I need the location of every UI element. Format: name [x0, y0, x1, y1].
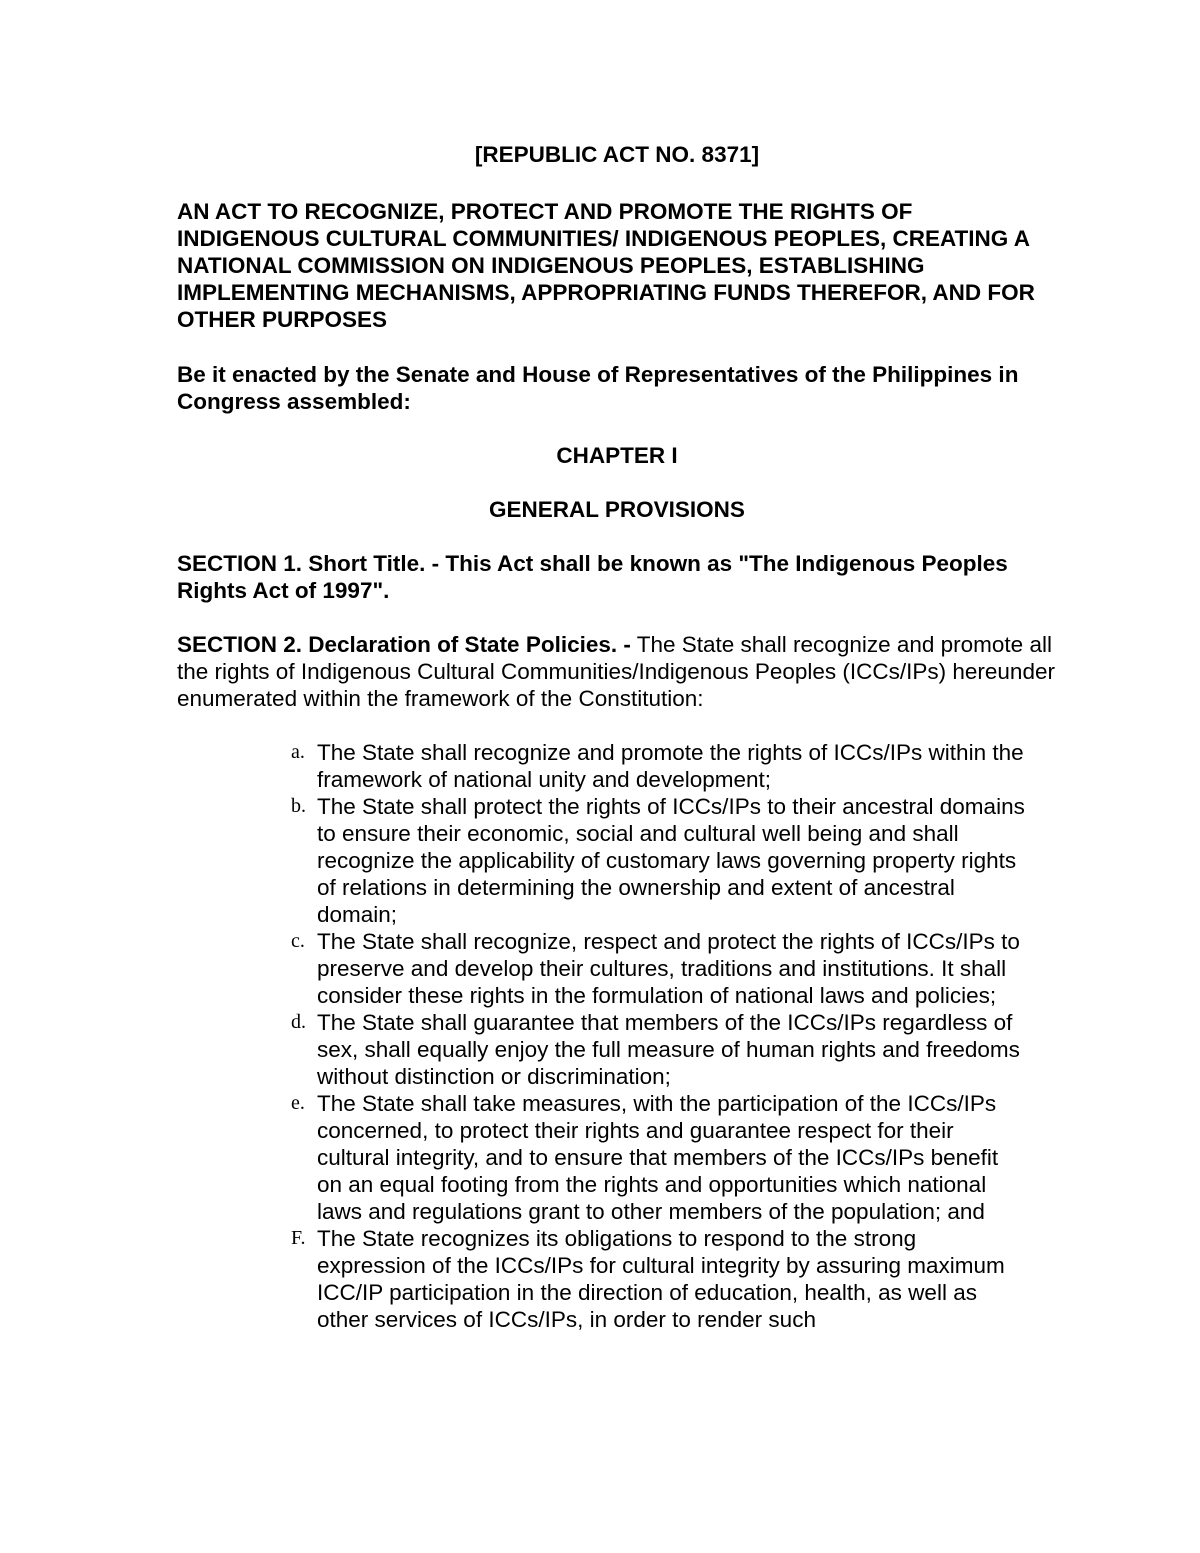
enacting-clause: Be it enacted by the Senate and House of Representatives of the Philippines in Congress assembled: [177, 362, 1019, 414]
list-item [291, 928, 1027, 1009]
section-2-heading: SECTION 2. Declaration of State Policies. - [177, 632, 631, 657]
state-policies-list [177, 739, 1057, 1333]
act-title: AN ACT TO RECOGNIZE, PROTECT AND PROMOTE THE RIGHTS OF INDIGENOUS CULTURAL COMMUNITIES/ INDIGENOUS PEOPLES, CREATING A NATIONAL COMMISSION ON INDIGENOUS PEOPLES, ESTABLISHING IMPLEMENTING MECHANISMS, APPROPRIATING FUNDS THEREFOR, AND FOR OTHER PURPOSES [177, 199, 1035, 332]
list-item [291, 1009, 1027, 1090]
list-marker: d. [291, 1011, 306, 1033]
list-item-text: The State shall recognize and promote the rights of ICCs/IPs within the framework of national unity and development; [317, 740, 1024, 792]
list-marker: a. [291, 741, 305, 763]
list-item-text: The State shall protect the rights of ICCs/IPs to their ancestral domains to ensure their economic, social and cultural well being and shall recognize the applicability of customary laws governing property rights of relations in determining the ownership and extent of ancestral domain; [317, 794, 1025, 927]
section-2-paragraph [177, 631, 1057, 712]
list-item [291, 739, 1027, 793]
section-1-short-title: SECTION 1. Short Title. - This Act shall be known as "The Indigenous Peoples Rights Act of 1997". [177, 551, 1008, 603]
list-item-text: The State shall guarantee that members of the ICCs/IPs regardless of sex, shall equally enjoy the full measure of human rights and freedoms without distinction or discrimination; [317, 1010, 1020, 1089]
list-item-text: The State shall recognize, respect and protect the rights of ICCs/IPs to preserve and develop their cultures, traditions and institutions. It shall consider these rights in the formulation of national laws and policies; [317, 929, 1020, 1008]
list-item-text: The State recognizes its obligations to respond to the strong expression of the ICCs/IPs for cultural integrity by assuring maximum ICC/IP participation in the direction of education, health, as well as other services of ICCs/IPs, in order to render such [317, 1226, 1005, 1332]
list-item [291, 1090, 1027, 1225]
list-marker: c. [291, 930, 305, 952]
list-item [291, 1225, 1027, 1333]
list-marker: e. [291, 1092, 305, 1114]
list-item [291, 793, 1027, 928]
list-marker: b. [291, 795, 306, 817]
list-marker: F. [291, 1227, 306, 1249]
document-page [177, 138, 1057, 1333]
act-number: [REPUBLIC ACT NO. 8371] [474, 142, 760, 167]
chapter-title: GENERAL PROVISIONS [489, 497, 745, 522]
list-item-text: The State shall take measures, with the participation of the ICCs/IPs concerned, to protect their rights and guarantee respect for their cultural integrity, and to ensure that members of the ICCs/IPs benefit on an equal footing from the rights and opportunities which national laws and regulations grant to other members of the population; and [317, 1091, 999, 1224]
section-2-body: The State shall recognize and promote all the rights of Indigenous Cultural Communities/Indigenous Peoples (ICCs/IPs) hereunder enumerated within the framework of the Constitution: [177, 632, 1055, 711]
chapter-heading: CHAPTER I [556, 443, 678, 468]
